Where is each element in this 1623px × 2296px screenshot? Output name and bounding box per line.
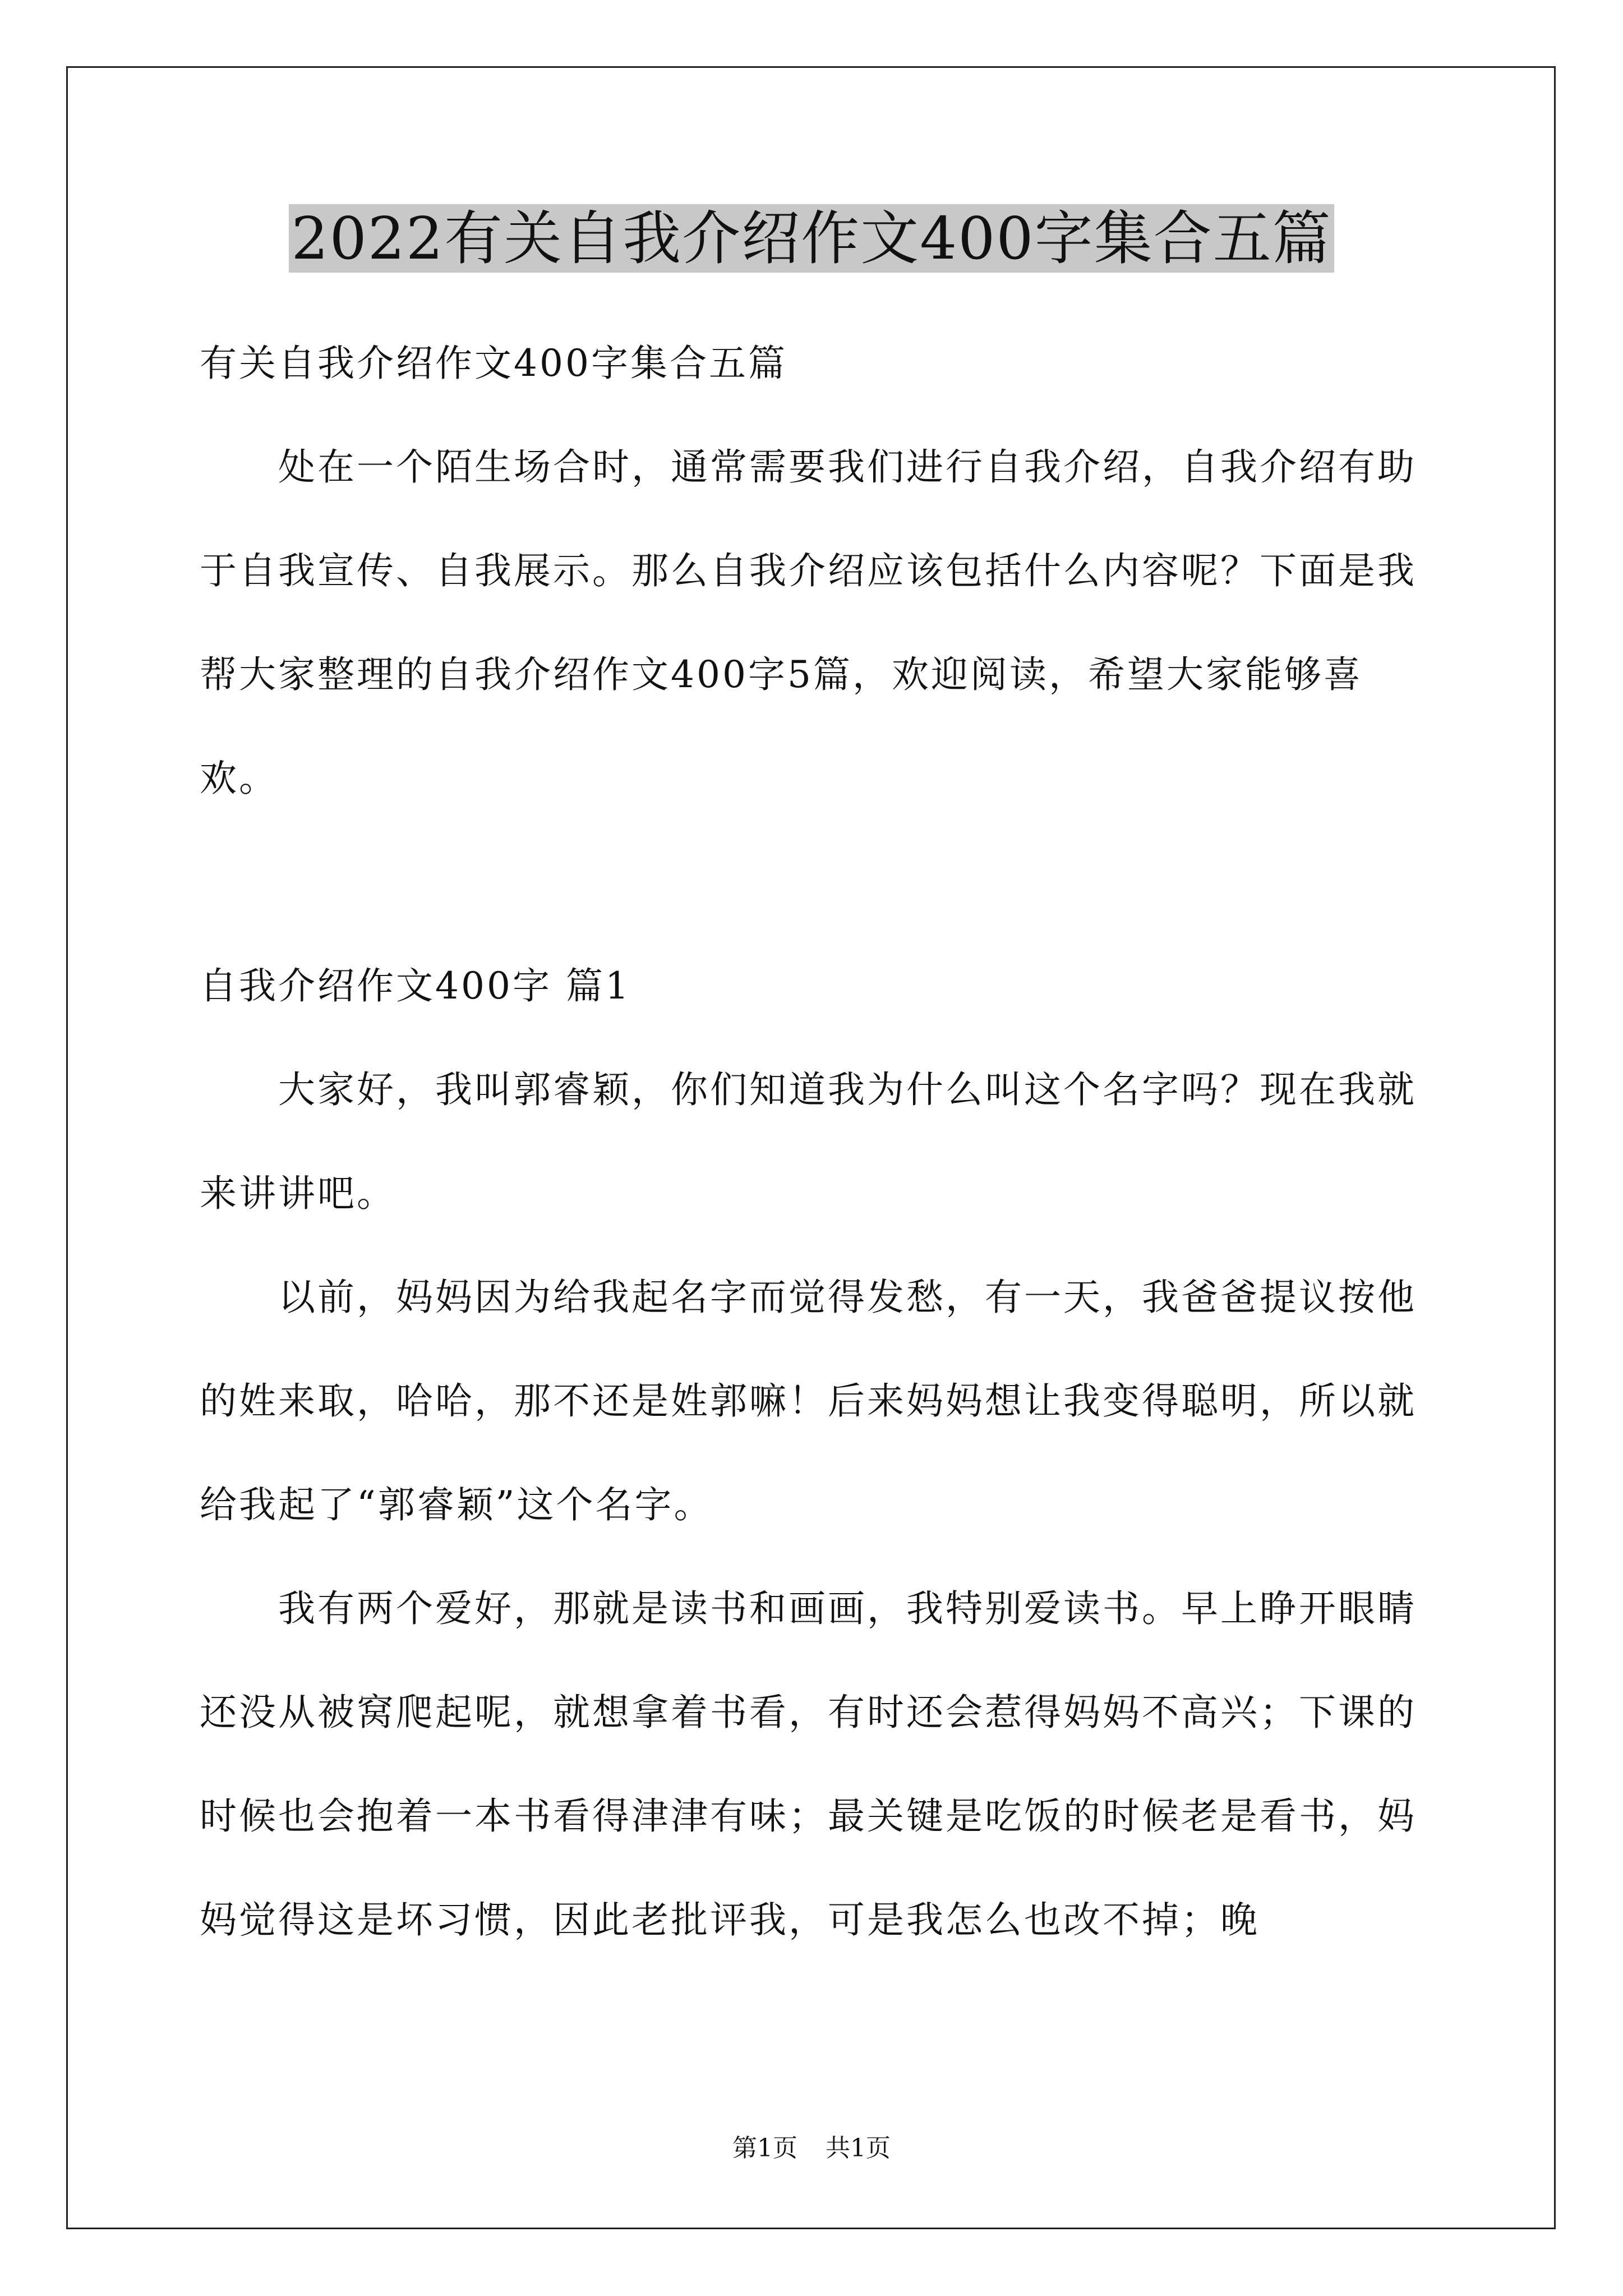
document-title <box>0 199 1623 278</box>
page-footer <box>0 2132 1623 2165</box>
section-spacer <box>200 830 1429 934</box>
page-number: 第1页 <box>732 2134 797 2162</box>
body-paragraph: 我有两个爱好，那就是读书和画画，我特别爱读书。早上睁开眼睛还没从被窝爬起呢，就想拿着书看，有时还会惹得妈妈不高兴；下课的时候也会抱着一本书看得津津有味；最关键是吃饭的时候老是看书，妈妈觉得这是坏习惯，因此老批评我，可是我怎么也改不掉；晚 <box>200 1587 1417 1941</box>
document-subtitle: 有关自我介绍作文400字集合五篇 <box>200 342 787 385</box>
document-body <box>200 311 1429 1972</box>
document-title-text: 2022有关自我介绍作文400字集合五篇 <box>289 204 1334 273</box>
section-heading: 自我介绍作文400字 篇1 <box>200 964 631 1007</box>
body-paragraph: 大家好，我叫郭睿颖，你们知道我为什么叫这个名字吗？现在我就来讲讲吧。 <box>200 1068 1417 1215</box>
page-total: 共1页 <box>826 2134 891 2162</box>
intro-paragraph: 处在一个陌生场合时，通常需要我们进行自我介绍，自我介绍有助于自我宣传、自我展示。那么自我介绍应该包括什么内容呢？下面是我帮大家整理的自我介绍作文400字5篇，欢迎阅读，希望大家能够喜欢。 <box>200 445 1417 800</box>
body-paragraph: 以前，妈妈因为给我起名字而觉得发愁，有一天，我爸爸提议按他的姓来取，哈哈，那不还是姓郭嘛！后来妈妈想让我变得聪明，所以就给我起了“郭睿颖”这个名字。 <box>200 1276 1417 1526</box>
